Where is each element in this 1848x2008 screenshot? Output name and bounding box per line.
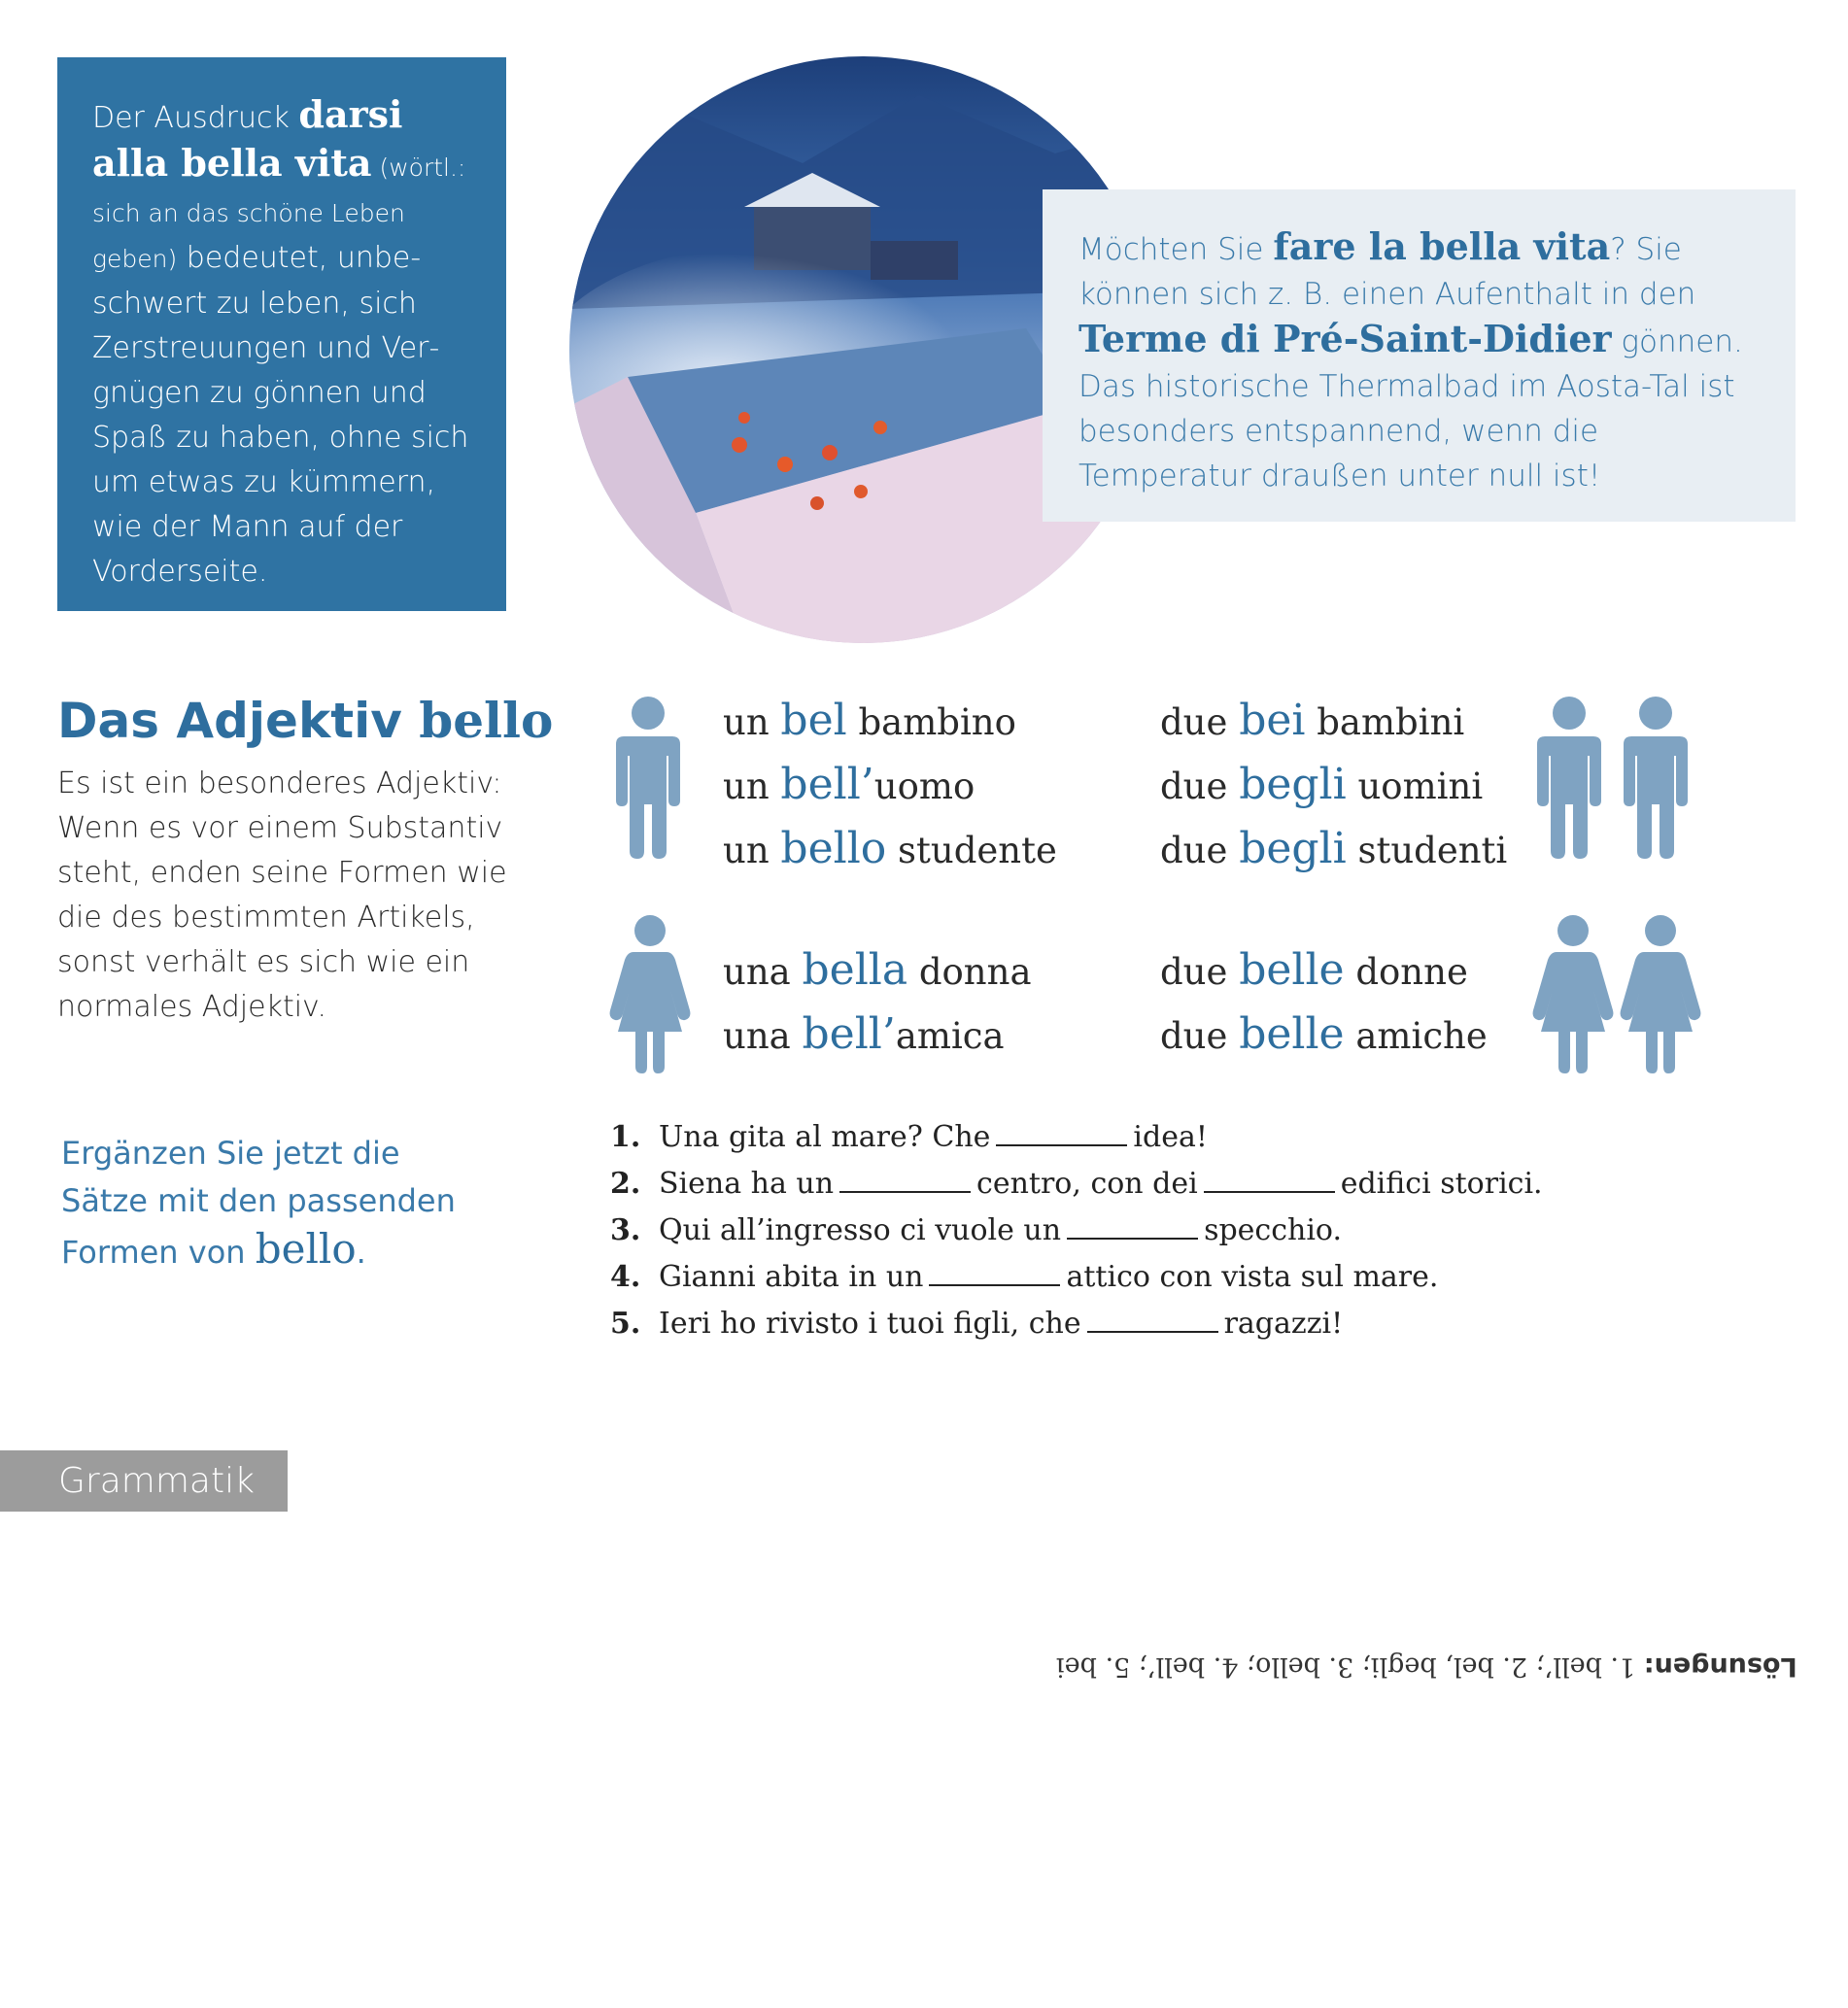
exercise-item: 1. Una gita al mare? Che idea! (610, 1120, 1208, 1154)
task-instruction: Ergänzen Sie jetzt die Sätze mit den passenden Formen von bello. (61, 1135, 456, 1273)
grammar-explanation: Es ist ein besonderes Adjektiv: Wenn es vor einem Substantiv steht, enden seine Formen wie die des bestimmten Artikels, sonst verhält es sich wie ein normales Adjektiv. (57, 766, 507, 1024)
two-male-figures-icon (1531, 694, 1696, 859)
example-line: una bella donna (723, 945, 1032, 995)
example-line: un bello studente (723, 824, 1057, 873)
masc-plural-examples (1160, 690, 1507, 882)
exercise-item: 2. Siena ha un centro, con dei edifici storici. (610, 1167, 1543, 1201)
exercise-list (610, 1114, 1543, 1347)
solutions-upside-down: Lösungen: 1. bell’; 2. bel, begli; 3. bello; 4. bell’; 5. bei (1056, 1651, 1797, 1682)
example-line: due belle amiche (1160, 1009, 1488, 1059)
info-box (57, 57, 506, 611)
example-line: due bei bambini (1160, 696, 1465, 745)
example-line: un bel bambino (723, 696, 1016, 745)
fem-singular-examples (723, 939, 1032, 1068)
example-line: un bell’uomo (723, 760, 975, 809)
exercise-item: 4. Gianni abita in un attico con vista sul mare. (610, 1260, 1439, 1294)
bella-vita-text: Möchten Sie fare la bella vita? Sie können sich z. B. einen Aufenthalt in den Terme di Pré-Saint-Didier gönnen. Das historische Thermalbad im Aosta-Tal ist besonders entspannend, wenn die Temperatur draußen unter null ist! (1078, 224, 1743, 493)
answer-blank[interactable] (839, 1170, 971, 1193)
answer-blank[interactable] (1067, 1216, 1198, 1240)
answer-blank[interactable] (1087, 1310, 1218, 1333)
info-box-text: Der Ausdruck darsi alla bella vita (wörtl.: sich an das schöne Leben geben) bedeutet, unbeschwert zu leben, sich Zerstreuungen und Vergnügen zu gönnen und Spaß zu haben, ohne sich um etwas zu kümmern, wie der Mann auf der Vorderseite. (92, 92, 469, 589)
bella-vita-panel (1043, 189, 1796, 522)
example-line: due belle donne (1160, 945, 1468, 995)
male-figure-icon (610, 694, 686, 859)
masc-singular-examples (723, 690, 1057, 882)
section-tab-grammatik: Grammatik (0, 1450, 288, 1512)
answer-blank[interactable] (1204, 1170, 1335, 1193)
fem-plural-examples (1160, 939, 1488, 1068)
exercise-item: 3. Qui all’ingresso ci vuole un specchio. (610, 1213, 1343, 1247)
example-line: due begli uomini (1160, 760, 1484, 809)
answer-blank[interactable] (996, 1123, 1127, 1146)
female-figure-icon (608, 913, 692, 1073)
answer-blank[interactable] (929, 1263, 1060, 1286)
two-female-figures-icon (1531, 913, 1702, 1073)
exercise-item: 5. Ieri ho rivisto i tuoi figli, che ragazzi! (610, 1307, 1344, 1341)
example-line: due begli studenti (1160, 824, 1508, 873)
example-line: una bell’amica (723, 1009, 1005, 1059)
grammar-title: Das Adjektiv bello (57, 692, 554, 749)
